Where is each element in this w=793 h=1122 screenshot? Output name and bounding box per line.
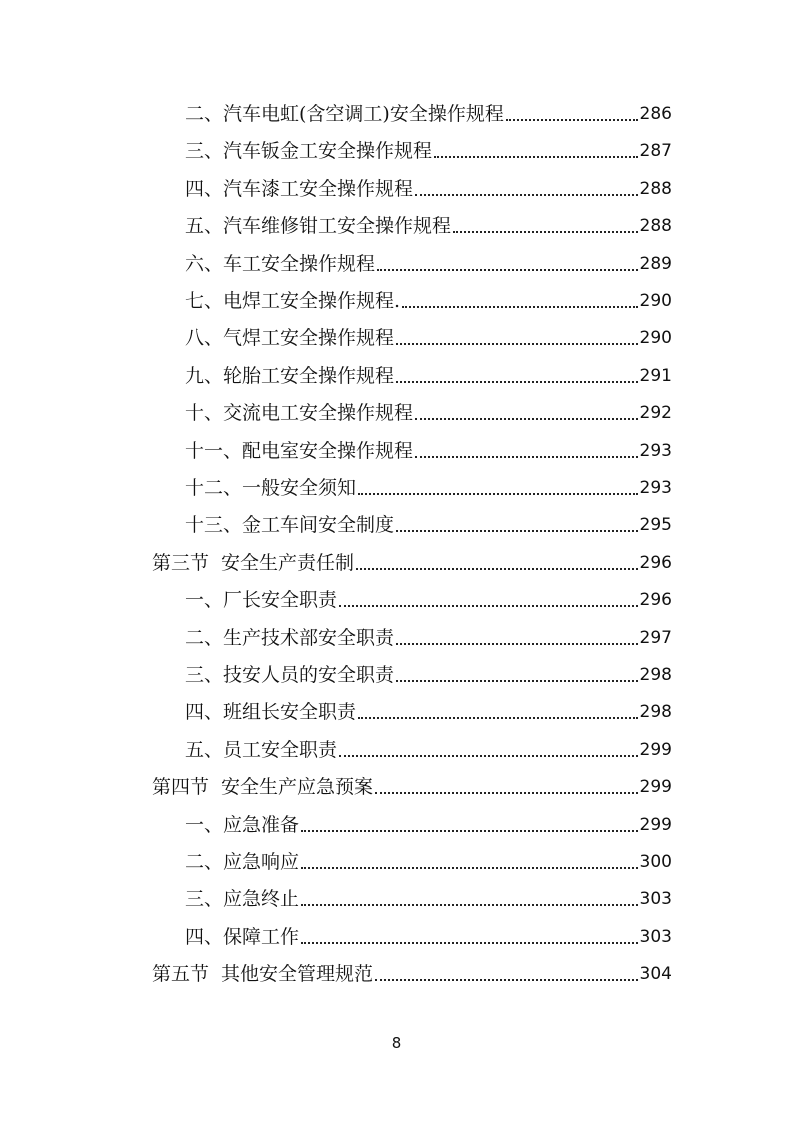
toc-entry[interactable]	[185, 287, 672, 315]
toc-entry-title	[185, 511, 394, 539]
toc-entry-text: 九、轮胎工安全操作规程	[185, 364, 395, 387]
toc-entry-text: 安全生产责任制	[221, 551, 355, 574]
dot-leader	[358, 717, 638, 719]
toc-entry-page: 304	[639, 964, 672, 985]
toc-entry[interactable]	[185, 923, 672, 951]
toc-entry-title	[152, 549, 354, 577]
toc-entry-text: 四、保障工作	[185, 925, 300, 948]
dot-leader	[301, 904, 638, 906]
toc-entry-text: 一、应急准备	[185, 813, 300, 836]
toc-entry-page: 296	[639, 552, 672, 573]
dot-leader	[434, 156, 638, 158]
toc-entry[interactable]	[185, 100, 672, 128]
toc-entry-page: 299	[639, 814, 672, 835]
toc-entry-text: 六、车工安全操作规程	[185, 252, 376, 275]
toc-entry-title	[185, 437, 413, 465]
toc-entry-page: 297	[639, 627, 672, 648]
toc-entry-page: 293	[639, 440, 672, 461]
toc-entry-title	[185, 287, 400, 315]
toc-entry-text: 一、厂长安全职责	[185, 589, 338, 612]
toc-entry[interactable]	[185, 250, 672, 278]
toc-entry[interactable]	[185, 511, 672, 539]
toc-entry-page: 290	[639, 328, 672, 349]
toc-entry[interactable]	[185, 137, 672, 165]
toc-entry[interactable]	[185, 212, 672, 240]
toc-entry[interactable]	[185, 624, 672, 652]
toc-section-number: 第三节	[152, 551, 210, 574]
dot-leader	[339, 755, 638, 757]
toc-entry-text: 十三、金工车间安全制度	[185, 514, 395, 537]
dot-leader	[375, 792, 638, 794]
toc-entry-title	[185, 474, 356, 502]
toc-entry-text: 五、汽车维修钳工安全操作规程	[185, 215, 452, 238]
dot-leader	[506, 119, 638, 121]
toc-entry-title	[185, 885, 299, 913]
toc-entry-page: 295	[639, 515, 672, 536]
toc-entry[interactable]	[185, 661, 672, 689]
toc-entry-text: 七、电焊工安全操作规程.	[185, 290, 401, 312]
toc-entry[interactable]	[185, 362, 672, 390]
toc-entry-text: 四、班组长安全职责	[185, 701, 357, 724]
dot-leader	[396, 643, 638, 645]
toc-entry-text: 二、汽车电虹(含空调工)安全操作规程	[185, 103, 504, 125]
page-number: 8	[391, 1034, 402, 1052]
dot-leader	[301, 942, 638, 944]
toc-entry-title	[185, 137, 432, 165]
toc-entry-title	[152, 773, 373, 801]
toc-entry-page: 303	[639, 889, 672, 910]
toc-entry-title	[185, 811, 299, 839]
toc-entry-text: 十二、一般安全须知	[185, 477, 357, 499]
toc-entry-page: 290	[639, 291, 672, 311]
toc-entry-title	[185, 399, 413, 427]
toc-entry-page: 303	[639, 926, 672, 947]
toc-entry-text: 五、员工安全职责	[185, 738, 338, 761]
toc-entry-title	[185, 362, 394, 390]
toc-entry[interactable]	[185, 698, 672, 726]
toc-entry-title	[185, 848, 299, 876]
toc-entry[interactable]	[185, 811, 672, 839]
toc-entry-title	[185, 175, 413, 203]
dot-leader	[415, 194, 638, 196]
toc-entry-page: 298	[639, 665, 672, 685]
dot-leader	[301, 830, 638, 832]
toc-entry-text: 二、应急响应	[185, 851, 300, 873]
toc-entry-text: 其他安全管理规范	[221, 963, 374, 986]
toc-entry-text: 二、生产技术部安全职责	[185, 626, 395, 649]
toc-entry[interactable]	[185, 437, 672, 465]
toc-entry-title	[185, 212, 451, 240]
toc-entry-title	[185, 698, 356, 726]
dot-leader	[339, 605, 638, 607]
toc-entry-page: 299	[639, 739, 672, 760]
toc-section-entry[interactable]	[152, 773, 672, 801]
toc-entry-text: 十一、配电室安全操作规程	[185, 439, 414, 462]
toc-entry-text: 三、技安人员的安全职责	[185, 664, 395, 686]
toc-entry-page: 296	[639, 590, 672, 611]
toc-entry[interactable]	[185, 175, 672, 203]
toc-entry-title	[185, 586, 337, 614]
dot-leader	[415, 418, 638, 420]
toc-entry-page: 286	[639, 104, 672, 124]
dot-leader	[402, 306, 638, 308]
toc-entry-text: 三、应急终止	[185, 888, 300, 911]
toc-entry-page: 292	[639, 403, 672, 424]
toc-entry-text: 十、交流电工安全操作规程	[185, 402, 414, 425]
dot-leader	[396, 530, 638, 532]
toc-entry[interactable]	[185, 586, 672, 614]
toc-section-number: 第五节	[152, 963, 210, 986]
toc-entry-text: 八、气焊工安全操作规程	[185, 327, 395, 350]
toc-entry-title	[185, 100, 504, 128]
dot-leader	[396, 680, 638, 682]
toc-entry-text: 三、汽车钣金工安全操作规程	[185, 140, 433, 163]
toc-entry-page: 291	[639, 365, 672, 386]
toc-entry-title	[185, 324, 394, 352]
dot-leader	[375, 979, 638, 981]
toc-entry-text: 四、汽车漆工安全操作规程	[185, 177, 414, 200]
toc-entry-page: 288	[639, 178, 672, 199]
toc-section-entry[interactable]	[152, 960, 672, 988]
dot-leader	[453, 231, 638, 233]
toc-entry-title	[152, 960, 373, 988]
toc-entry[interactable]	[185, 848, 672, 876]
toc-entry-page: 288	[639, 216, 672, 237]
toc-entry-page: 293	[639, 478, 672, 498]
dot-leader	[396, 381, 638, 383]
toc-entry-title	[185, 250, 375, 278]
toc-entry[interactable]	[185, 736, 672, 764]
toc-entry-page: 300	[639, 852, 672, 872]
toc-entry-title	[185, 923, 299, 951]
dot-leader	[415, 456, 638, 458]
toc-section-entry[interactable]	[152, 549, 672, 577]
dot-leader	[356, 568, 638, 570]
dot-leader	[396, 343, 638, 345]
toc-entry-text: 安全生产应急预案	[221, 776, 374, 799]
toc-entry[interactable]	[185, 324, 672, 352]
toc-entry-page: 287	[639, 141, 672, 162]
toc-entry-title	[185, 624, 394, 652]
toc-entry-page: 299	[639, 777, 672, 798]
toc-entry-title	[185, 736, 337, 764]
toc-entry[interactable]	[185, 474, 672, 502]
toc-entry[interactable]	[185, 885, 672, 913]
toc-section-number: 第四节	[152, 776, 210, 799]
toc-entry-title	[185, 661, 394, 689]
dot-leader	[301, 867, 638, 869]
dot-leader	[358, 493, 638, 495]
toc-entry-page: 298	[639, 702, 672, 723]
toc-entry-page: 289	[639, 253, 672, 274]
dot-leader	[377, 269, 638, 271]
toc-entry[interactable]	[185, 399, 672, 427]
